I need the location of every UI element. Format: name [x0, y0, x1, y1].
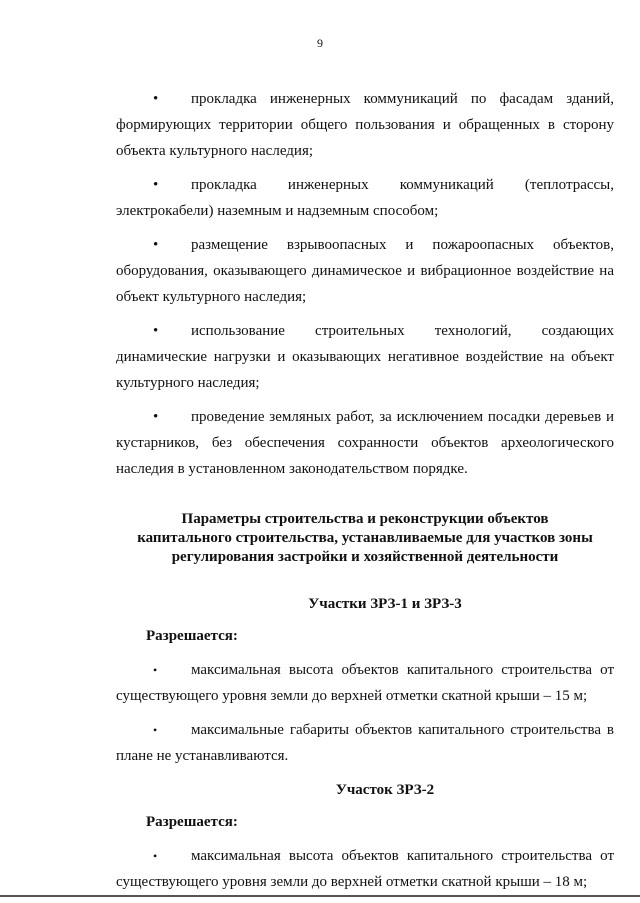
bullet-icon: • — [153, 663, 158, 677]
page-number: 9 — [317, 36, 323, 50]
list-item: • использование строительных технологий, создающих динамические нагрузки и оказывающих негативное воздействие на объект культурного наследия; — [116, 318, 614, 396]
allowed-label: Разрешается: — [146, 814, 238, 830]
list-item: • прокладка инженерных коммуникаций по фасадам зданий, формирующих территории общего пользования и обращенных в сторону объекта культурного наследия; — [116, 86, 614, 164]
list-item: • максимальные габариты объектов капитального строительства в плане не устанавливаются. — [116, 717, 614, 769]
bullet-icon: • — [153, 849, 158, 863]
bullet-icon: • — [153, 723, 158, 737]
subsection-heading-zone1: Участки ЗРЗ-1 и ЗРЗ-3 — [308, 596, 462, 612]
bullet-icon: • — [153, 237, 159, 253]
list-item: • максимальная высота объектов капитального строительства от существующего уровня земли до верхней отметки скатной крыши – 18 м; — [116, 843, 614, 895]
list-item: • максимальная высота объектов капитального строительства от существующего уровня земли до верхней отметки скатной крыши – 15 м; — [116, 657, 614, 709]
list-item: • прокладка инженерных коммуникаций (теплотрассы, электрокабели) наземным и надземным способом; — [116, 172, 614, 224]
subsection-heading-zone2: Участок ЗРЗ-2 — [335, 782, 435, 798]
bullet-icon: • — [153, 409, 159, 425]
allowed-label: Разрешается: — [146, 628, 238, 644]
bullet-icon: • — [153, 91, 159, 107]
document-body — [116, 86, 614, 903]
bullet-icon: • — [153, 177, 159, 193]
list-item: • проведение земляных работ, за исключением посадки деревьев и кустарников, без обеспечения сохранности объектов археологического наследия в установленном законодательством порядке. — [116, 404, 614, 482]
section-title: Параметры строительства и реконструкции объектов капитального строительства, устанавливаемые для участков зоны регулирования застройки и хозяйственной деятельности — [137, 511, 593, 565]
bullet-icon: • — [153, 323, 159, 339]
footer-divider — [0, 895, 640, 897]
list-item: • размещение взрывоопасных и пожароопасных объектов, оборудования, оказывающего динамическое и вибрационное воздействие на объект культурного наследия; — [116, 232, 614, 310]
